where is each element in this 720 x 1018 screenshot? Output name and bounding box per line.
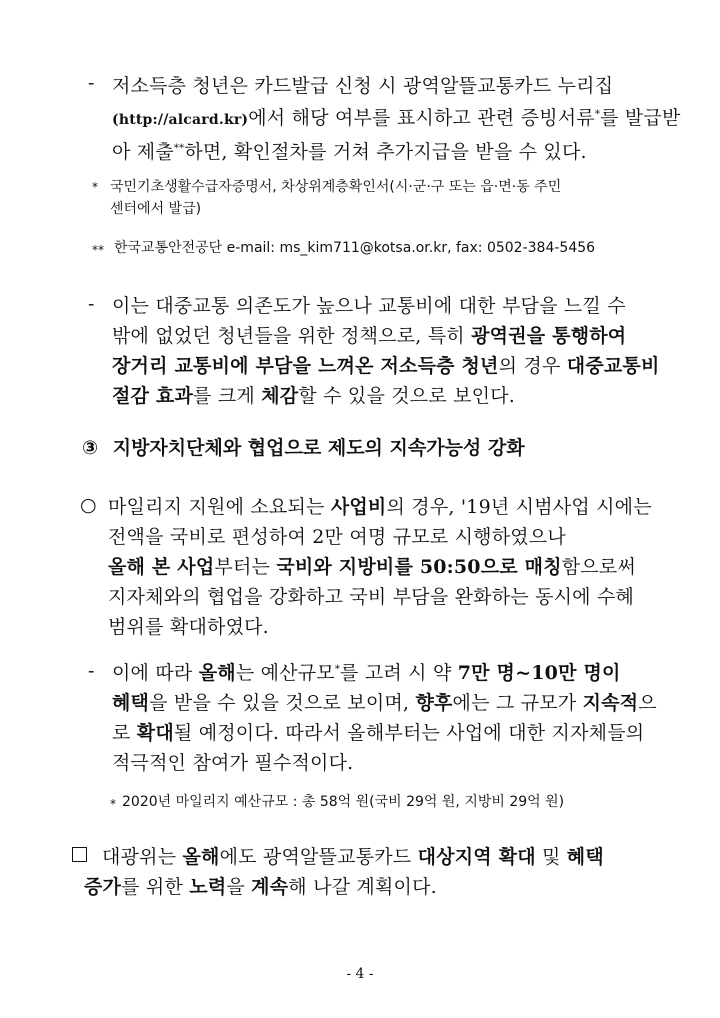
page-number: - 4 -: [346, 966, 374, 982]
note-line: 국민기초생활수급자증명서, 차상위계층확인서(시·군·구 또는 읍·면·동 주민: [110, 179, 562, 195]
url-text: (http://alcard.kr): [112, 112, 249, 128]
dash-marker: -: [88, 72, 95, 94]
dash-marker: -: [88, 660, 95, 682]
text-line: 범위를 확대하였다.: [108, 616, 269, 638]
checkbox-square-icon: [72, 847, 87, 862]
asterisk-marker: *: [92, 180, 98, 194]
text-line: 올해 본 사업부터는 국비와 지방비를 50:50으로 매칭함으로써: [108, 556, 636, 578]
text-line: 대광위는 올해에도 광역알뜰교통카드 대상지역 확대 및 혜택: [102, 846, 604, 868]
text-line: 지자체와의 협업을 강화하고 국비 부담을 완화하는 동시에 수혜: [108, 586, 635, 608]
text-line: 장거리 교통비에 부담을 느껴온 저소득층 청년의 경우 대중교통비: [112, 355, 660, 377]
section-number: ③: [82, 437, 99, 459]
text-line: 이는 대중교통 의존도가 높으나 교통비에 대한 부담을 느낄 수: [112, 295, 626, 317]
circle-bullet: ○: [80, 494, 97, 516]
section-title: 지방자치단체와 협업으로 제도의 지속가능성 강화: [112, 437, 525, 459]
note-line: 2020년 마일리지 예산규모 : 총 58억 원(국비 29억 원, 지방비 29억 원): [122, 794, 565, 810]
note-line: 센터에서 발급): [110, 201, 202, 217]
text-line: 밖에 없었던 청년들을 위한 정책으로, 특히 광역권을 통행하여: [112, 325, 627, 347]
text-line: 이에 따라 올해는 예산규모*를 고려 시 약 7만 명~10만 명이: [112, 662, 621, 684]
text-line: 절감 효과를 크게 체감할 수 있을 것으로 보인다.: [112, 385, 516, 407]
dash-marker: -: [88, 293, 95, 315]
double-asterisk-marker: **: [92, 243, 104, 257]
text-line: 혜택을 받을 수 있을 것으로 보이며, 향후에는 그 규모가 지속적으: [112, 692, 657, 714]
text-line: 저소득층 청년은 카드발급 신청 시 광역알뜰교통카드 누리집: [112, 75, 614, 97]
text-line: 증가를 위한 노력을 계속해 나갈 계획이다.: [84, 876, 437, 898]
asterisk-marker: *: [110, 797, 116, 811]
section-heading: [82, 433, 525, 460]
note-line: 한국교통안전공단 e-mail: ms_kim711@kotsa.or.kr, fax: 0502-384-5456: [114, 240, 596, 256]
text-line: 전액을 국비로 편성하여 2만 여명 규모로 시행하였으나: [108, 526, 566, 548]
text-line: 적극적인 참여가 필수적이다.: [112, 752, 354, 774]
text-line: (http://alcard.kr)에서 해당 여부를 표시하고 관련 증빙서류*를 발급받: [112, 107, 681, 129]
text-line: 아 제출**하면, 확인절차를 거쳐 추가지급을 받을 수 있다.: [112, 141, 587, 163]
text-line: 마일리지 지원에 소요되는 사업비의 경우, '19년 시범사업 시에는: [108, 496, 652, 518]
text-line: 로 확대될 예정이다. 따라서 올해부터는 사업에 대한 지자체들의: [112, 722, 645, 744]
